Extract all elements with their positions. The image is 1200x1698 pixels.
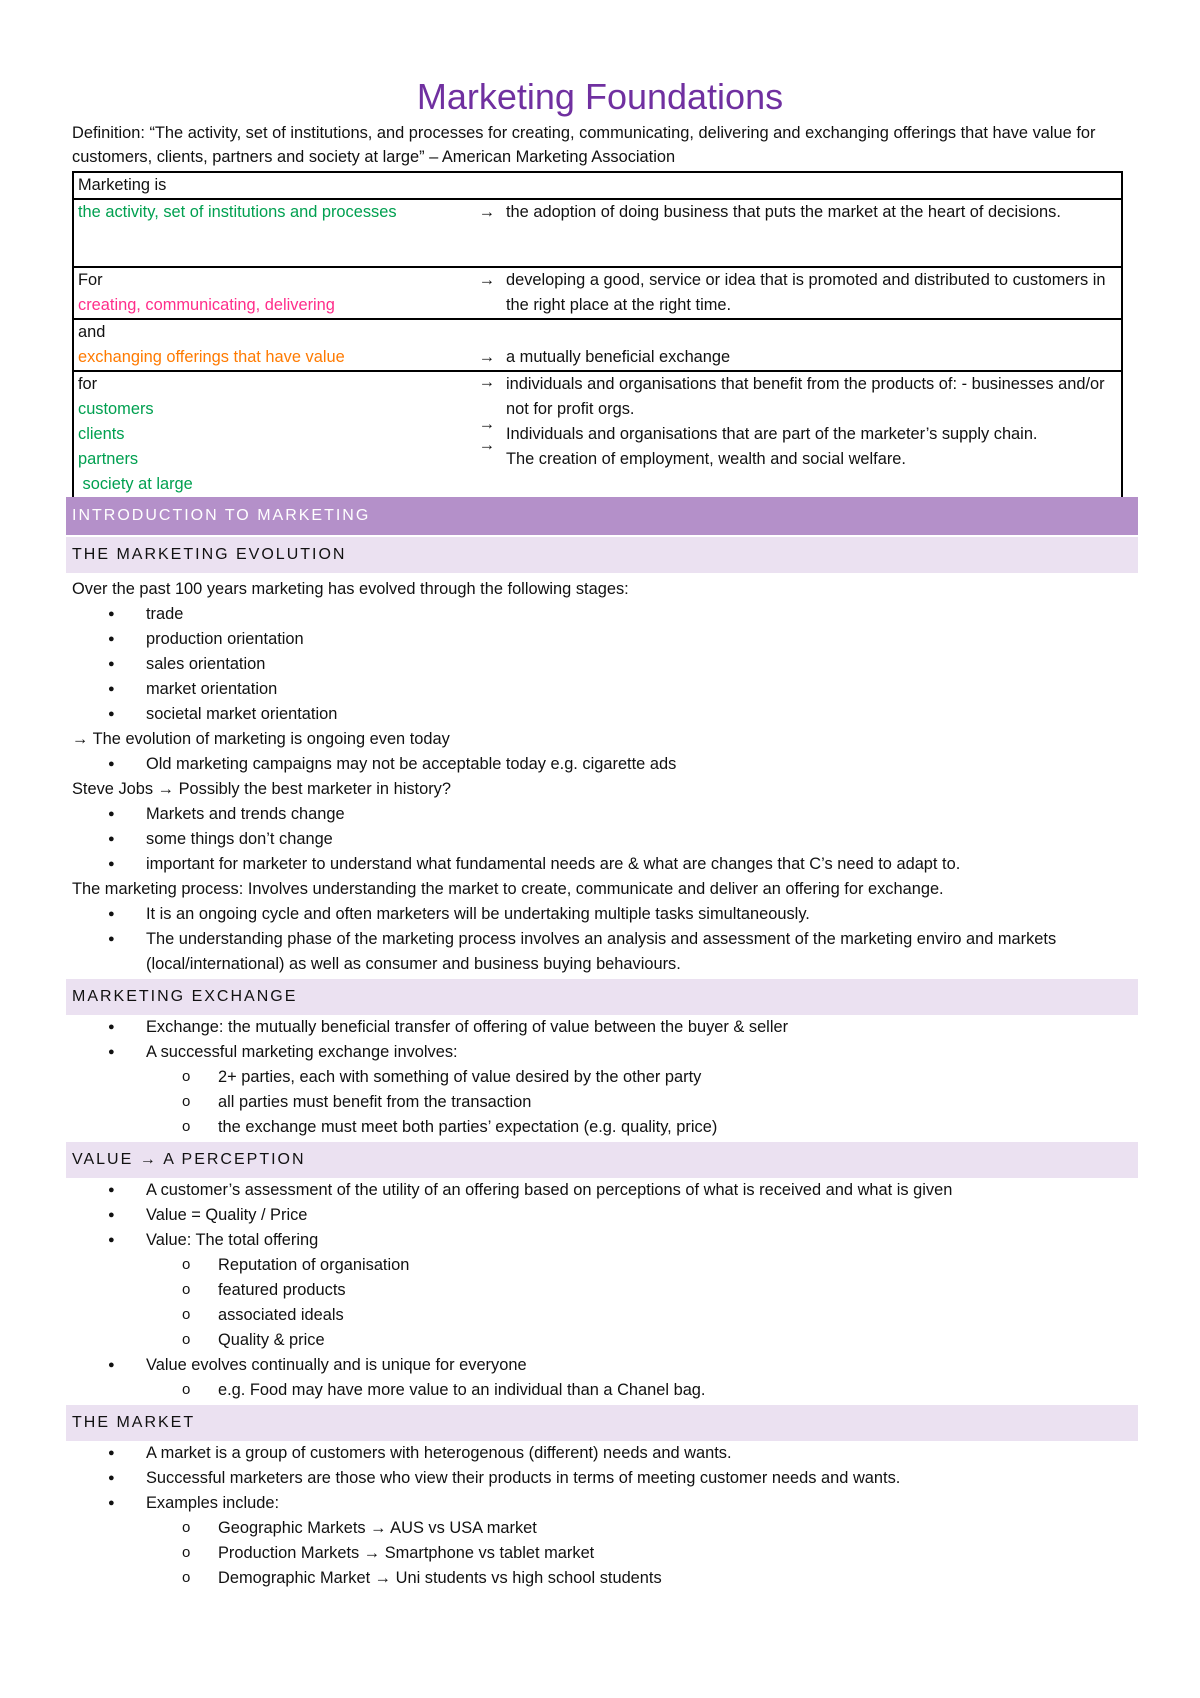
paragraph: The marketing process: Involves understanding the market to create, communicate and deliver an offering for exchange.	[72, 880, 944, 898]
table-row	[73, 319, 1122, 371]
table-cell-left: the activity, set of institutions and processes	[78, 203, 397, 221]
table-cell-left	[73, 267, 468, 319]
bullet-list	[72, 1441, 1142, 1516]
bullet-list	[72, 802, 1142, 877]
list-item: ● The understanding phase of the marketing process involves an analysis and assessment of the marketing enviro and markets (local/international) as well as consumer and business buying behaviours.	[72, 927, 1142, 977]
list-item: o e.g. Food may have more value to an individual than a Chanel bag.	[72, 1378, 1142, 1403]
table-row	[73, 199, 1122, 267]
list-item: o Reputation of organisation	[72, 1253, 1142, 1278]
table-cell-right: a mutually beneficial exchange	[506, 348, 731, 366]
cell-line: clients	[78, 425, 125, 443]
list-item: ● market orientation	[72, 677, 1142, 702]
bullet-list	[72, 752, 1142, 777]
list-item: ● Markets and trends change	[72, 802, 1142, 827]
table-row	[73, 267, 1122, 319]
cell-line: The creation of employment, wealth and social welfare.	[506, 450, 906, 468]
table-row	[73, 371, 1122, 497]
list-item: ● Examples include:	[72, 1491, 1142, 1516]
cell-line: for	[78, 375, 98, 393]
list-item: o all parties must benefit from the transaction	[72, 1090, 1142, 1115]
list-item: ● Value: The total offering	[72, 1228, 1142, 1253]
list-item: o Geographic Markets → AUS vs USA market	[72, 1516, 1142, 1541]
list-item: ● societal market orientation	[72, 702, 1142, 727]
subsection-heading-exchange: MARKETING EXCHANGE	[66, 979, 1138, 1015]
list-item: ● production orientation	[72, 627, 1142, 652]
cell-line: partners	[78, 450, 139, 468]
list-item: o associated ideals	[72, 1303, 1142, 1328]
list-item: ● Old marketing campaigns may not be acceptable today e.g. cigarette ads	[72, 752, 1142, 777]
list-item: ● A customer’s assessment of the utility of an offering based on perceptions of what is received and what is given	[72, 1178, 1142, 1203]
list-item: ● A successful marketing exchange involves:	[72, 1040, 1142, 1065]
cell-line: society at large	[78, 475, 193, 493]
cell-line: For	[78, 271, 103, 289]
list-item: ● important for marketer to understand what fundamental needs are & what are changes that C’s need to adapt to.	[72, 852, 1142, 877]
list-item: ● Value = Quality / Price	[72, 1203, 1142, 1228]
cell-line: Individuals and organisations that are part of the marketer’s supply chain.	[506, 425, 1038, 443]
definition-text: Definition: “The activity, set of institutions, and processes for creating, communicating, delivering and exchanging offerings that have value for customers, clients, partners and society at large” – American Marketing Association	[72, 124, 1096, 166]
bullet-list	[72, 1178, 1142, 1253]
page-title: Marketing Foundations	[416, 76, 784, 117]
bullet-list	[72, 1015, 1142, 1065]
paragraph: → The evolution of marketing is ongoing even today	[72, 730, 450, 748]
table-row-header	[73, 172, 1122, 199]
list-item: o Quality & price	[72, 1328, 1142, 1353]
cell-line: individuals and organisations that benefit from the products of: - businesses and/or not for profit orgs.	[506, 375, 1105, 418]
list-item: o Production Markets → Smartphone vs tablet market	[72, 1541, 1142, 1566]
arrow-icon: →	[478, 203, 496, 221]
list-item: o Demographic Market → Uni students vs high school students	[72, 1566, 1142, 1591]
list-item: o 2+ parties, each with something of value desired by the other party	[72, 1065, 1142, 1090]
list-item: ● Exchange: the mutually beneficial transfer of offering of value between the buyer & seller	[72, 1015, 1142, 1040]
list-item: ● It is an ongoing cycle and often marketers will be undertaking multiple tasks simultaneously.	[72, 902, 1142, 927]
subsection-heading-market: THE MARKET	[66, 1405, 1138, 1441]
bullet-list	[72, 902, 1142, 977]
paragraph: Over the past 100 years marketing has evolved through the following stages:	[72, 580, 629, 598]
bullet-list	[72, 1353, 1142, 1378]
cell-line: creating, communicating, delivering	[78, 296, 335, 314]
bullet-list	[72, 602, 1142, 727]
table-cell-left	[73, 319, 468, 371]
definition-table	[72, 171, 1123, 497]
table-cell-right: the adoption of doing business that puts the market at the heart of decisions.	[506, 203, 1061, 221]
cell-line: customers	[78, 400, 154, 418]
list-item: ● Successful marketers are those who view their products in terms of meeting customer needs and wants.	[72, 1466, 1142, 1491]
subsection-heading-evolution: THE MARKETING EVOLUTION	[66, 537, 1138, 573]
sub-bullet-list	[72, 1378, 1142, 1403]
table-cell-right	[502, 371, 1122, 497]
list-item: ● Value evolves continually and is unique for everyone	[72, 1353, 1142, 1378]
list-item: ● trade	[72, 602, 1142, 627]
sub-bullet-list	[72, 1516, 1142, 1591]
list-item: o the exchange must meet both parties’ expectation (e.g. quality, price)	[72, 1115, 1142, 1140]
subsection-heading-value: VALUE → A PERCEPTION	[66, 1142, 1138, 1178]
table-header-cell: Marketing is	[78, 176, 167, 194]
arrow-icon: → → →	[478, 373, 496, 454]
cell-line: and	[78, 323, 106, 341]
document-content	[72, 122, 1142, 1591]
sub-bullet-list	[72, 1253, 1142, 1353]
arrow-icon: →	[478, 271, 496, 289]
section-heading-introduction: INTRODUCTION TO MARKETING	[66, 497, 1138, 535]
table-cell-left	[73, 371, 468, 497]
arrow-icon: →	[478, 348, 496, 366]
cell-line: exchanging offerings that have value	[78, 348, 345, 366]
sub-bullet-list	[72, 1065, 1142, 1140]
list-item: o featured products	[72, 1278, 1142, 1303]
paragraph: Steve Jobs → Possibly the best marketer in history?	[72, 780, 451, 798]
table-cell-right: developing a good, service or idea that is promoted and distributed to customers in the right place at the right time.	[506, 271, 1106, 314]
list-item: ● sales orientation	[72, 652, 1142, 677]
list-item: ● A market is a group of customers with heterogenous (different) needs and wants.	[72, 1441, 1142, 1466]
list-item: ● some things don’t change	[72, 827, 1142, 852]
